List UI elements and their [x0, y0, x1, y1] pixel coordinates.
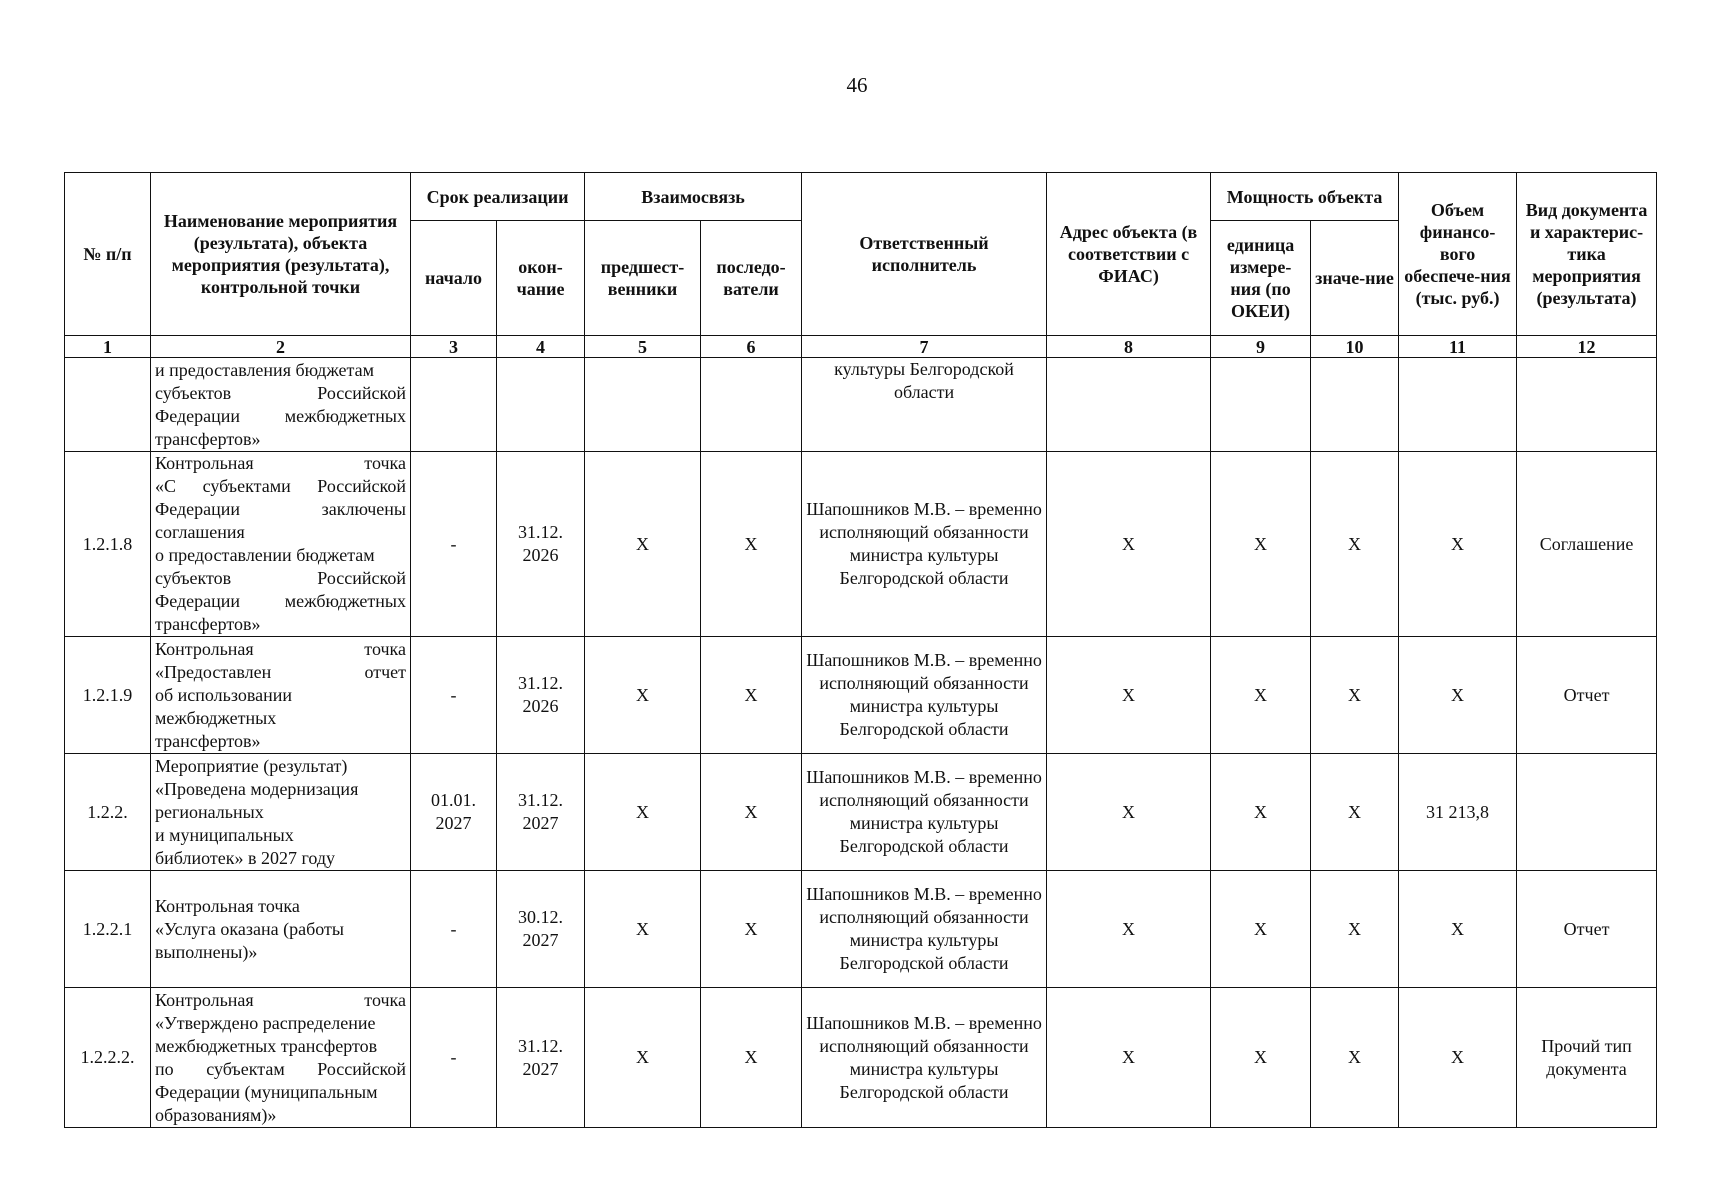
row-name-line: «Проведена модернизация: [155, 778, 359, 799]
capacity-value: X: [1311, 754, 1399, 871]
row-name: [151, 754, 411, 871]
column-number: 11: [1399, 336, 1517, 358]
row-number: 1.2.2.2.: [65, 988, 151, 1128]
predecessors: X: [585, 637, 701, 754]
row-name-line: межбюджетных трансфертов: [155, 1035, 378, 1056]
end-date: [497, 358, 585, 452]
responsible-executor: Шапошников М.В. – временно исполняющий обязанности министра культуры Белгородской области: [802, 452, 1047, 637]
header-number: № п/п: [65, 173, 151, 336]
column-number: 3: [411, 336, 497, 358]
responsible-executor: Шапошников М.В. – временно исполняющий обязанности министра культуры Белгородской области: [802, 988, 1047, 1128]
capacity-value: X: [1311, 452, 1399, 637]
end-date: 31.12. 2027: [497, 988, 585, 1128]
financing-volume: 31 213,8: [1399, 754, 1517, 871]
responsible-executor: Шапошников М.В. – временно исполняющий обязанности министра культуры Белгородской области: [802, 754, 1047, 871]
column-number: 9: [1211, 336, 1311, 358]
end-date: 31.12. 2026: [497, 452, 585, 637]
page-number: 46: [846, 73, 868, 97]
financing-volume: X: [1399, 871, 1517, 988]
row-name: [151, 637, 411, 754]
predecessors: X: [585, 871, 701, 988]
row-name-line: Федерации межбюджетных: [155, 405, 406, 426]
row-number: 1.2.1.9: [65, 637, 151, 754]
header-start: начало: [411, 221, 497, 336]
row-number: 1.2.1.8: [65, 452, 151, 637]
start-date: -: [411, 988, 497, 1128]
document-type: Соглашение: [1517, 452, 1657, 637]
row-name-line: Контрольная точка: [155, 895, 300, 916]
row-name-line: Мероприятие (результат): [155, 755, 348, 776]
financing-volume: [1399, 358, 1517, 452]
capacity-value: X: [1311, 637, 1399, 754]
successors: X: [701, 871, 802, 988]
table-body: [65, 358, 1657, 1128]
row-name-line: об использовании: [155, 684, 293, 705]
row-name-line: выполнены)»: [155, 941, 258, 962]
row-number: 1.2.2.: [65, 754, 151, 871]
header-responsible: Ответственный исполнитель: [802, 173, 1047, 336]
row-name-line: Федерации межбюджетных: [155, 591, 406, 611]
successors: X: [701, 988, 802, 1128]
object-address: X: [1047, 754, 1211, 871]
start-date: -: [411, 452, 497, 637]
table-row: [65, 754, 1657, 871]
object-address: X: [1047, 988, 1211, 1128]
row-name-line: субъектов Российской: [155, 568, 406, 588]
row-name-line: субъектов Российской: [155, 382, 406, 403]
column-number: 5: [585, 336, 701, 358]
column-number: 7: [802, 336, 1047, 358]
capacity-value: X: [1311, 988, 1399, 1128]
column-number-row: [65, 336, 1657, 358]
document-type: [1517, 358, 1657, 452]
document-type: Прочий тип документа: [1517, 988, 1657, 1128]
header-period: Срок реализации: [411, 173, 585, 221]
financing-volume: X: [1399, 988, 1517, 1128]
row-name-line: образованиям)»: [155, 1104, 277, 1125]
successors: [701, 358, 802, 452]
column-number: 1: [65, 336, 151, 358]
row-name-line: «С субъектами Российской: [155, 476, 406, 496]
table-row: [65, 637, 1657, 754]
header-finance: Объем финансо-вого обеспече-ния (тыс. руб.): [1399, 173, 1517, 336]
object-address: X: [1047, 637, 1211, 754]
row-name-line: трансфертов»: [155, 614, 261, 634]
row-number: 1.2.2.1: [65, 871, 151, 988]
header-document: Вид документа и характерис-тика мероприятия (результата): [1517, 173, 1657, 336]
successors: X: [701, 754, 802, 871]
object-address: [1047, 358, 1211, 452]
predecessors: X: [585, 988, 701, 1128]
responsible-executor: Шапошников М.В. – временно исполняющий обязанности министра культуры Белгородской области: [802, 637, 1047, 754]
capacity-unit: [1211, 358, 1311, 452]
row-name-line: региональных: [155, 801, 264, 822]
row-name-line: Федерации заключены: [155, 499, 406, 519]
start-date: [411, 358, 497, 452]
financing-volume: X: [1399, 452, 1517, 637]
document-type: Отчет: [1517, 871, 1657, 988]
column-number: 4: [497, 336, 585, 358]
start-date: -: [411, 871, 497, 988]
row-name-line: Контрольная точка: [155, 453, 406, 473]
column-number: 6: [701, 336, 802, 358]
row-name-line: Контрольная точка: [155, 638, 406, 659]
row-name-line: Федерации (муниципальным: [155, 1081, 378, 1102]
row-name-line: соглашения: [155, 522, 245, 542]
predecessors: X: [585, 754, 701, 871]
header-capacity: Мощность объекта: [1211, 173, 1399, 221]
capacity-value: [1311, 358, 1399, 452]
row-name-line: библиотек» в 2027 году: [155, 847, 336, 868]
object-address: X: [1047, 452, 1211, 637]
successors: X: [701, 452, 802, 637]
row-number: [65, 358, 151, 452]
row-name-line: межбюджетных: [155, 707, 277, 728]
capacity-unit: X: [1211, 637, 1311, 754]
end-date: 31.12. 2027: [497, 754, 585, 871]
financing-volume: X: [1399, 637, 1517, 754]
row-name: [151, 988, 411, 1128]
column-number: 8: [1047, 336, 1211, 358]
header-end: окон-чание: [497, 221, 585, 336]
header-name: Наименование мероприятия (результата), объекта мероприятия (результата), контрольной точки: [151, 173, 411, 336]
row-name-line: трансфертов»: [155, 730, 261, 751]
capacity-value: X: [1311, 871, 1399, 988]
header-unit: единица измере-ния (по ОКЕИ): [1211, 221, 1311, 336]
header-successors: последо-ватели: [701, 221, 802, 336]
table-row: [65, 358, 1657, 452]
header-value: значе-ние: [1311, 221, 1399, 336]
column-number: 2: [151, 336, 411, 358]
start-date: 01.01. 2027: [411, 754, 497, 871]
column-number: 10: [1311, 336, 1399, 358]
table-row: [65, 988, 1657, 1128]
predecessors: [585, 358, 701, 452]
row-name: [151, 358, 411, 452]
object-address: X: [1047, 871, 1211, 988]
row-name-line: и муниципальных: [155, 824, 294, 845]
capacity-unit: X: [1211, 871, 1311, 988]
row-name-line: трансфертов»: [155, 428, 261, 449]
row-name-line: о предоставлении бюджетам: [155, 545, 375, 565]
capacity-unit: X: [1211, 988, 1311, 1128]
header-address: Адрес объекта (в соответствии с ФИАС): [1047, 173, 1211, 336]
end-date: 31.12. 2026: [497, 637, 585, 754]
predecessors: X: [585, 452, 701, 637]
successors: X: [701, 637, 802, 754]
events-table: [64, 172, 1657, 1128]
document-type: Отчет: [1517, 637, 1657, 754]
capacity-unit: X: [1211, 452, 1311, 637]
row-name: [151, 452, 411, 637]
table-row: [65, 871, 1657, 988]
capacity-unit: X: [1211, 754, 1311, 871]
row-name-line: «Предоставлен отчет: [155, 661, 406, 682]
table-row: [65, 452, 1657, 637]
document-type: [1517, 754, 1657, 871]
row-name-line: «Услуга оказана (работы: [155, 918, 344, 939]
row-name: [151, 871, 411, 988]
start-date: -: [411, 637, 497, 754]
header-relationship: Взаимосвязь: [585, 173, 802, 221]
row-name-line: Контрольная точка: [155, 989, 406, 1010]
end-date: 30.12. 2027: [497, 871, 585, 988]
table-header: [65, 173, 1657, 358]
responsible-executor: культуры Белгородской области: [802, 358, 1047, 452]
responsible-executor: Шапошников М.В. – временно исполняющий обязанности министра культуры Белгородской области: [802, 871, 1047, 988]
column-number: 12: [1517, 336, 1657, 358]
row-name-line: по субъектам Российской: [155, 1058, 406, 1079]
header-predecessors: предшест-венники: [585, 221, 701, 336]
row-name-line: «Утверждено распределение: [155, 1012, 376, 1033]
row-name-line: и предоставления бюджетам: [155, 359, 374, 380]
